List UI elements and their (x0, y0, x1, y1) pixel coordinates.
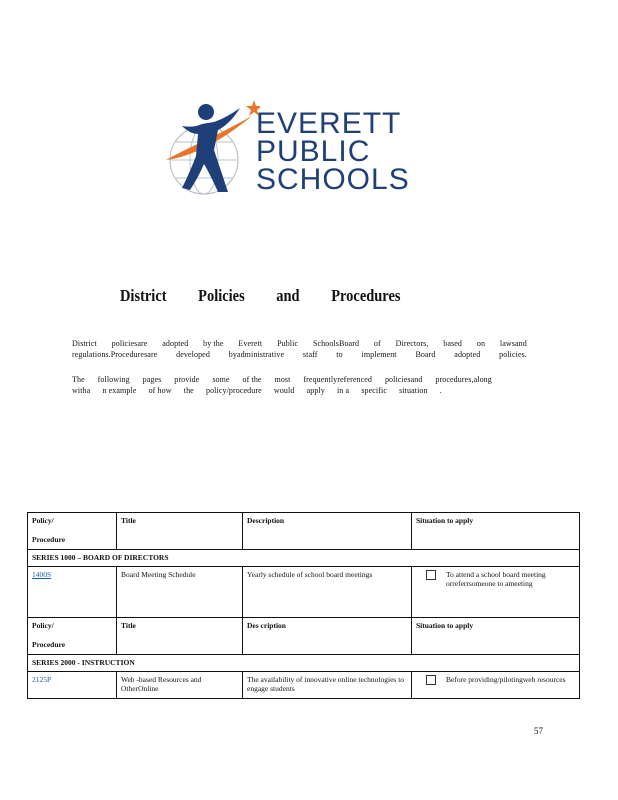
header-cell: Description (243, 513, 412, 550)
word: specific (361, 386, 387, 395)
word: . (439, 386, 442, 395)
word: Directors, (395, 339, 429, 348)
word: pages (142, 375, 162, 384)
header-cell: Title (117, 513, 243, 550)
intro-paragraph-1 (72, 338, 527, 360)
word: in a (336, 386, 350, 395)
word: regulations.Proceduresare (72, 350, 158, 359)
table-row (28, 672, 580, 699)
word: adopted (162, 339, 189, 348)
word: by the (203, 339, 224, 348)
header-cell: Title (117, 618, 243, 655)
word: District (72, 339, 97, 348)
word: Public (277, 339, 299, 348)
checkbox-bullet-icon (426, 675, 436, 685)
word: n example (102, 386, 137, 395)
word: on (476, 339, 486, 348)
policy-description: Yearly schedule of school board meetings (243, 567, 412, 618)
intro-line (72, 338, 527, 349)
logo-line-1: EVERETT (256, 107, 402, 140)
word: implement (361, 350, 397, 359)
word: of how (148, 386, 172, 395)
word: most (274, 375, 291, 384)
header-cell: Situation to apply (412, 513, 580, 550)
title-word: District (120, 286, 167, 305)
header-cell: Des cription (243, 618, 412, 655)
word: lawsand (499, 339, 527, 348)
policy-description: The availability of innovative online technologies to engage students (243, 672, 412, 699)
policy-link-2125P[interactable]: 2125P (32, 675, 52, 684)
table-row (28, 567, 580, 618)
word: based (443, 339, 462, 348)
title-word: Policies (198, 286, 245, 305)
word: witha (72, 386, 91, 395)
intro-line (72, 349, 527, 360)
policy-situation: To attend a school board meeting orreferrsomeone to ameeting (446, 570, 546, 588)
title-word: and (276, 286, 300, 305)
series-heading: SERIES 1000 – BOARD OF DIRECTORS (28, 550, 580, 567)
logo-line-2: PUBLIC (256, 135, 371, 168)
header-cell: Policy/ Procedure (28, 618, 117, 655)
policy-situation: Before providing/pilotingweb resources (446, 675, 566, 684)
word: policy/procedure (205, 386, 262, 395)
word: developed (176, 350, 210, 359)
intro-paragraph-2 (72, 374, 527, 396)
word: staff (302, 350, 318, 359)
policy-title: Web -based Resources and OtherOnline (117, 672, 243, 699)
header-cell: Policy/ Procedure (28, 513, 117, 550)
word: the (183, 386, 194, 395)
word: to (336, 350, 343, 359)
checkbox-bullet-icon (426, 570, 436, 580)
header-cell: Situation to apply (412, 618, 580, 655)
word: situation (399, 386, 428, 395)
series-heading: SERIES 2000 - INSTRUCTION (28, 655, 580, 672)
policy-title: Board Meeting Schedule (117, 567, 243, 618)
word: Board (415, 350, 436, 359)
word: of (373, 339, 381, 348)
logo-line-3: SCHOOLS (256, 163, 410, 196)
word: apply (306, 386, 325, 395)
table-header-row (28, 618, 580, 655)
word: Everett (238, 339, 263, 348)
title-word: Procedures (331, 286, 401, 305)
word: frequentlyreferenced (303, 375, 373, 384)
word: provide (174, 375, 200, 384)
word: policiesand (384, 375, 423, 384)
table-header-row (28, 513, 580, 550)
word: would (273, 386, 295, 395)
word: some (212, 375, 230, 384)
policy-table (27, 512, 580, 699)
word: adopted (454, 350, 481, 359)
series-row (28, 655, 580, 672)
word: following (97, 375, 130, 384)
word: policies. (499, 350, 527, 359)
intro-line (72, 374, 492, 385)
page-title (120, 286, 401, 306)
intro-line (72, 385, 442, 396)
series-row (28, 550, 580, 567)
page-number: 57 (534, 726, 543, 736)
word: of the (242, 375, 262, 384)
word: procedures,along (435, 375, 492, 384)
word: SchoolsBoard (312, 339, 360, 348)
logo-figure-icon (160, 98, 260, 202)
policy-link-1400S[interactable]: 1400S (32, 570, 52, 579)
word: The (72, 375, 85, 384)
everett-public-schools-logo (160, 98, 410, 202)
logo-wordmark (256, 107, 410, 196)
word: byadministrative (228, 350, 285, 359)
word: policiesare (111, 339, 148, 348)
